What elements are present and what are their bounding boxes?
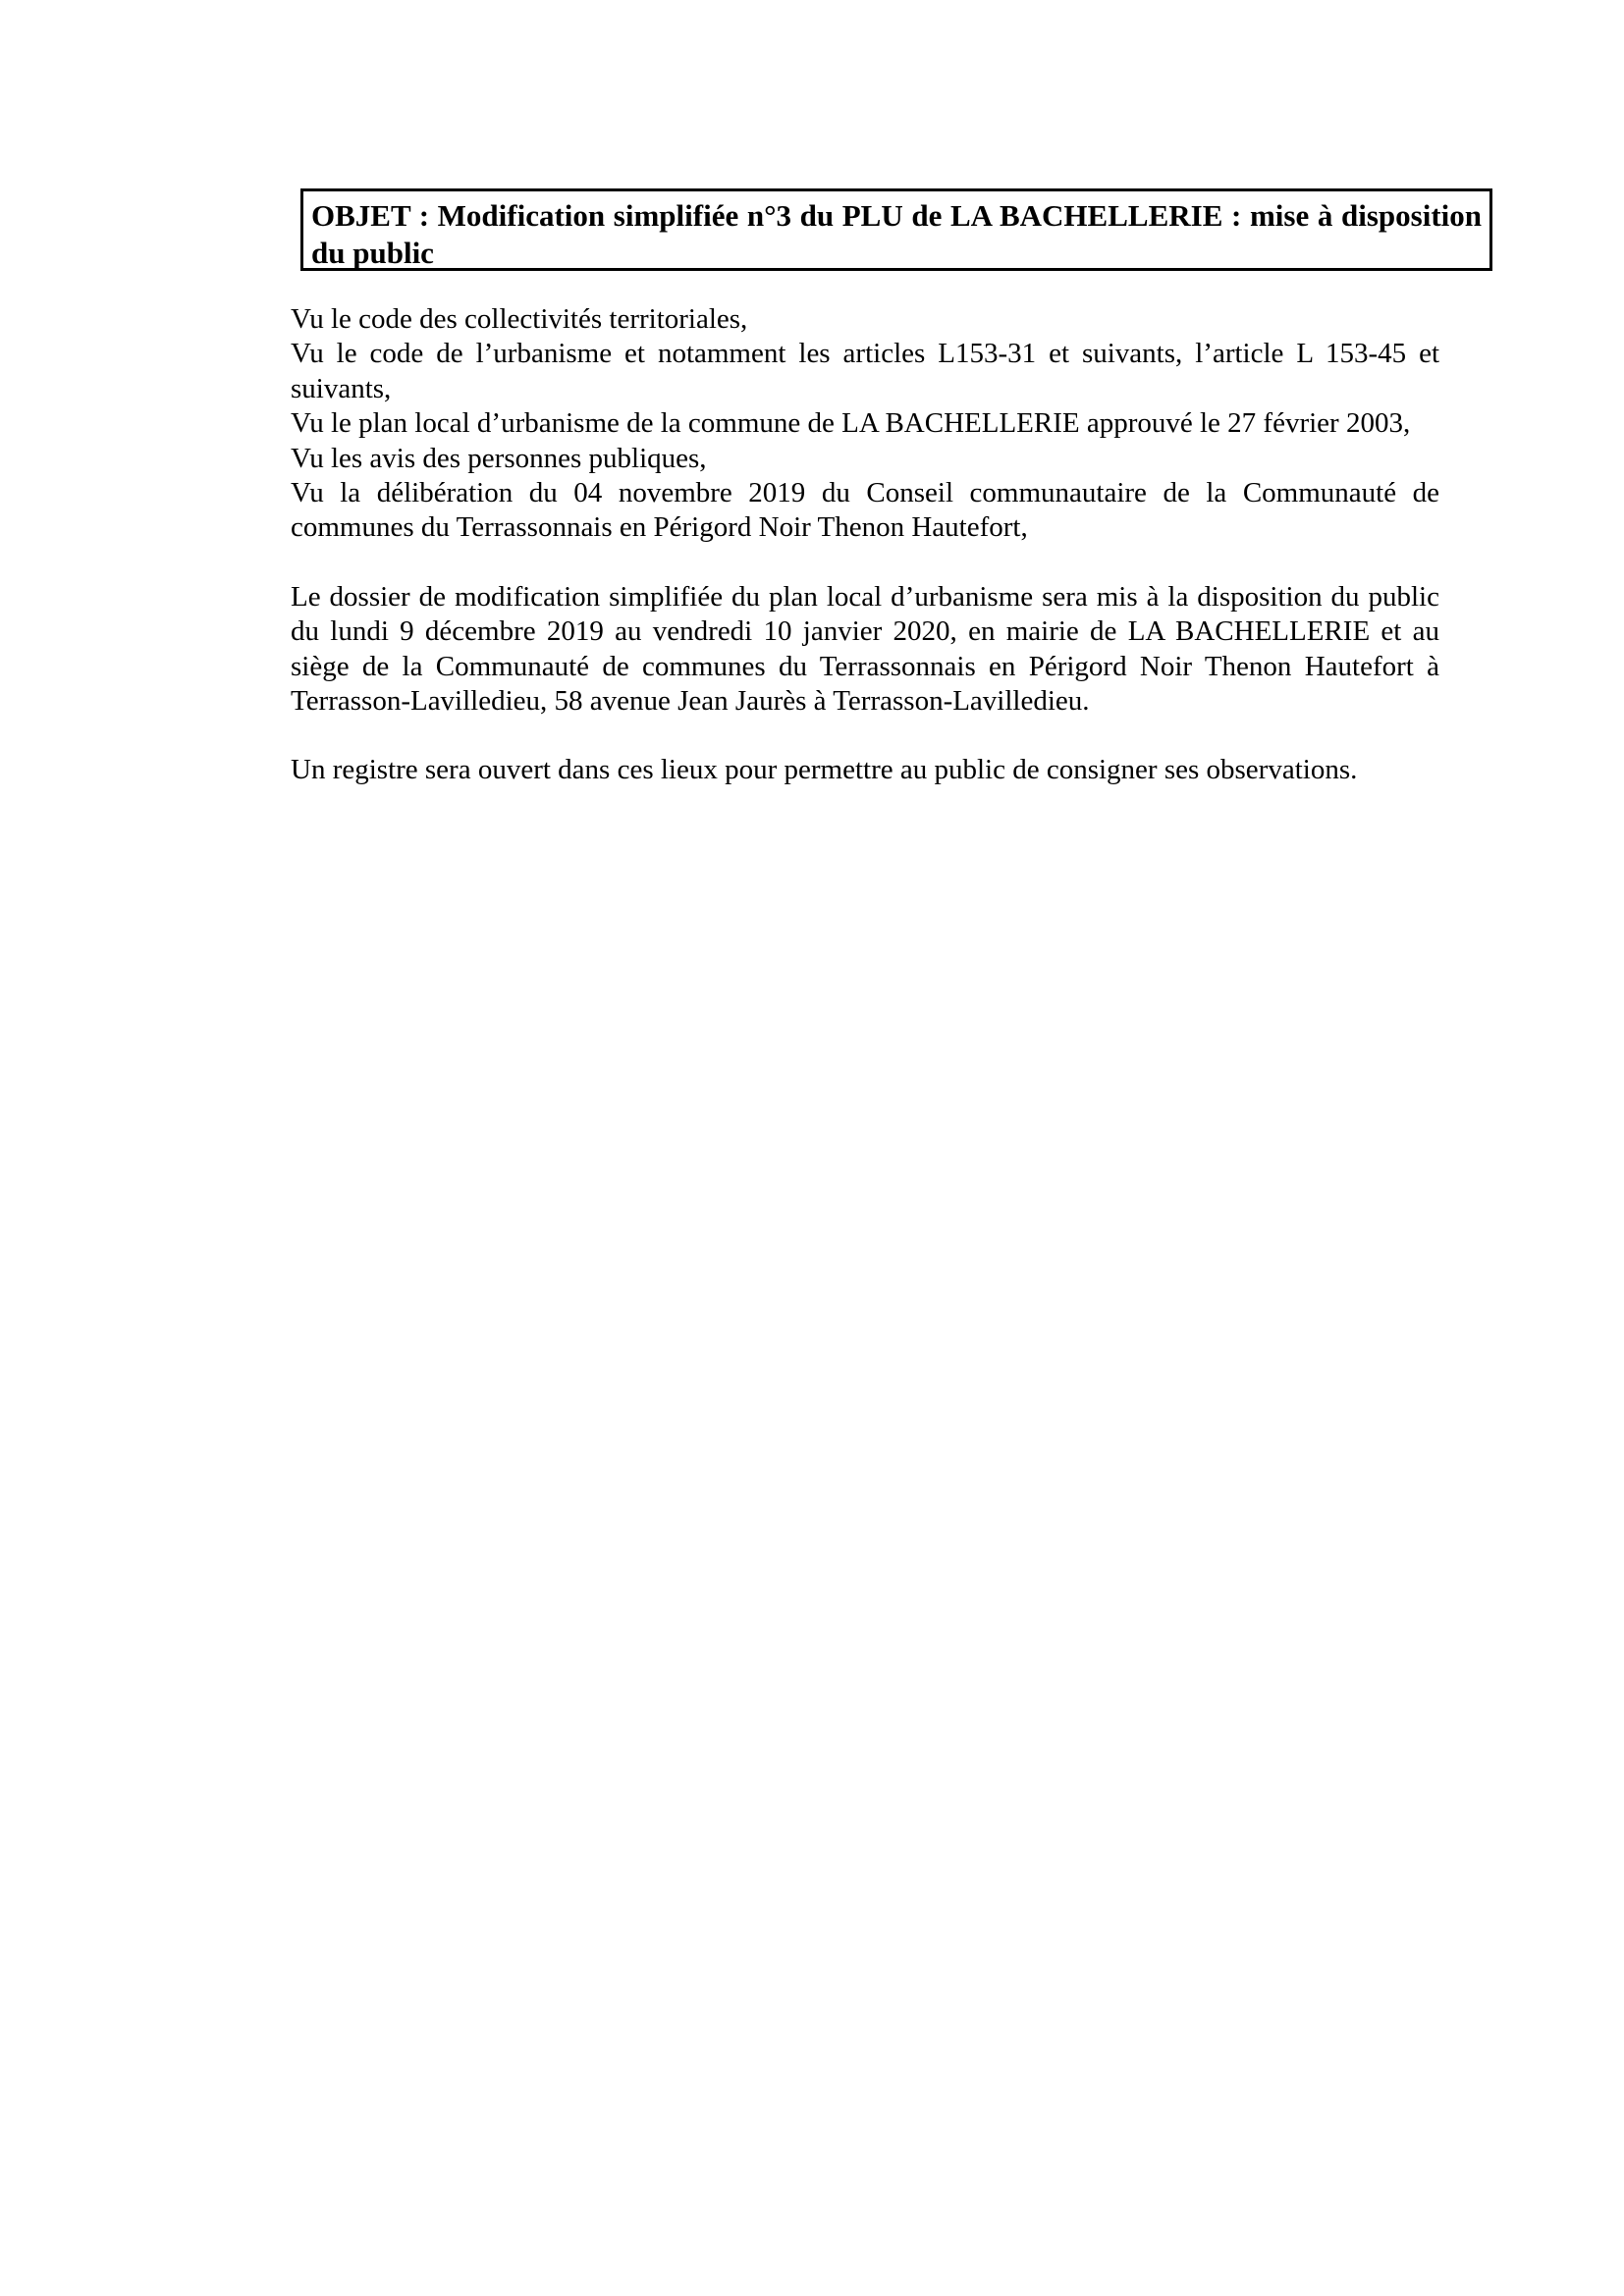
objet-heading-box <box>300 188 1492 271</box>
paragraph-spacer <box>291 719 1439 753</box>
document-body <box>291 302 1439 788</box>
considerant-3: Vu le plan local d’urbanisme de la commune de LA BACHELLERIE approuvé le 27 février 2003, <box>291 407 1411 440</box>
paragraph-registre: Un registre sera ouvert dans ces lieux pour permettre au public de consigner ses observations. <box>291 754 1358 786</box>
considerant-5: Vu la délibération du 04 novembre 2019 du Conseil communautaire de la Communauté de communes du Terrassonnais en Périgord Noir Thenon Hautefort, <box>291 477 1439 544</box>
paragraph-dossier: Le dossier de modification simplifiée du plan local d’urbanisme sera mis à la disposition du public du lundi 9 décembre 2019 au vendredi 10 janvier 2020, en mairie de LA BACHELLERIE et au siège de la Communauté de communes du Terrassonnais en Périgord Noir Thenon Hautefort à Terrasson-Lavilledieu, 58 avenue Jean Jaurès à Terrasson-Lavilledieu. <box>291 580 1439 718</box>
considerant-1: Vu le code des collectivités territoriales, <box>291 303 748 335</box>
considerant-2: Vu le code de l’urbanisme et notamment les articles L153-31 et suivants, l’article L 153-45 et suivants, <box>291 338 1439 404</box>
paragraph-spacer <box>291 546 1439 580</box>
considerant-4: Vu les avis des personnes publiques, <box>291 442 707 474</box>
objet-heading: OBJET : Modification simplifiée n°3 du PLU de LA BACHELLERIE : mise à disposition du public <box>311 198 1482 270</box>
